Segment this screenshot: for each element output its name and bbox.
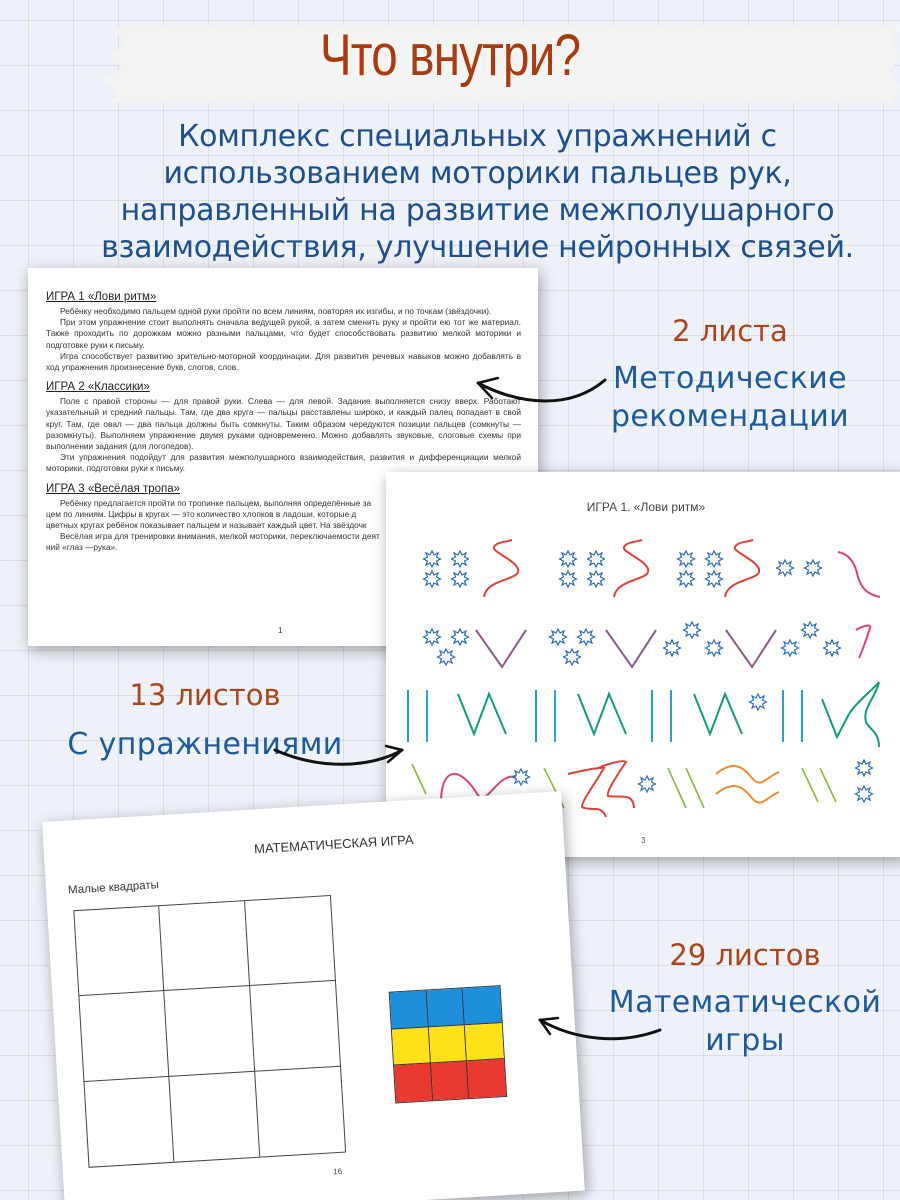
- page-number: 16: [332, 1166, 343, 1177]
- desc-line: Математической: [608, 985, 882, 1020]
- section-methodical: [590, 312, 870, 436]
- section-desc: [60, 726, 350, 764]
- game-heading: ИГРА 3 «Весёлая тропа»: [46, 482, 181, 495]
- empty-grid: [73, 895, 346, 1168]
- game-paragraph: цветных кругах ребёнок показывает пальцем и называет каждый цвет. На звёздочк: [46, 520, 367, 531]
- page-number: 3: [641, 836, 646, 845]
- math-title: МАТЕМАТИЧЕСКАЯ ИГРА: [253, 832, 414, 857]
- star-icon: [424, 551, 822, 587]
- game-paragraph: При этом упражнение стоит выполнять сначала ведущей рукой, а затем сменить руку и пройти ею тот же материал. Также проходить по дорожкам можно разными пальцами, что будет способствовать развитию мелкой моторики и подготовке руки к письму.: [46, 317, 521, 350]
- page-number: 1: [278, 626, 283, 635]
- section-count: 13 листов: [129, 678, 281, 712]
- math-sheet: [42, 791, 585, 1200]
- color-grid: [389, 985, 507, 1103]
- desc-line: игры: [705, 1023, 785, 1058]
- page-title: Что внутри?: [319, 23, 581, 88]
- game-paragraph: Ребёнку необходимо пальцем одной руки пройти по всем линиям, повторяя их изгибы, и по точкам (звёздочки).: [60, 306, 492, 316]
- subtitle-line: направленный на развитие межполушарного: [120, 193, 835, 228]
- game-block: [46, 381, 521, 474]
- game-paragraph: ний «глаз —рука».: [46, 542, 118, 553]
- star-icon: [750, 694, 767, 710]
- game-paragraph: Поле с правой стороны — для правой руки. Слева — для левой. Задание выполняется снизу вверх. Работают указательный и средний пальцы. Там, где два круга — пальцы расставлены широко, и каждый палец попадает в свой круг. Там, где овал — два пальца должны быть сомкнуты. Таким образом чередуются позиции пальцев (сомкнуты — разомкнуты). Выполняем упражнение двумя руками одновременно. Можно добавлять звуковые, слоговые схемы при выполнении задания (для логопедов).: [46, 396, 521, 452]
- desc-line: рекомендации: [610, 399, 850, 434]
- game-paragraph: Ребёнку предлагается пройти по тропинке пальцем, выполняя определённые за: [60, 497, 372, 508]
- subtitle-line: взаимодействия, улучшение нейронных связей.: [101, 230, 854, 265]
- game-paragraph: Эти упражнения подойдут для развития межполушарного взаимодействия, развития и дифференциации мелкой моторики, подготовки руки к письму.: [46, 452, 521, 474]
- desc-line: Методические: [613, 361, 847, 396]
- game-heading: ИГРА 1 «Лови ритм»: [46, 291, 157, 303]
- game-heading: ИГРА 2 «Классики»: [46, 381, 150, 394]
- subtitle-line: Комплекс специальных упражнений с: [178, 119, 777, 154]
- game-paragraph: Весёлая игра для тренировки внимания, мелкой моторики, переключаемости деят: [60, 531, 380, 542]
- subtitle: [0, 118, 900, 266]
- section-exercises: [60, 676, 350, 764]
- subtitle-line: использованием моторики пальцев рук,: [163, 156, 792, 191]
- math-label: Малые квадраты: [67, 879, 160, 897]
- game-paragraph: Игра способствует развитию зрительно-моторной координации. Для развития речевых навыков можно добавлять в ход упражнения произнесение букв, слогов, слов.: [46, 350, 521, 373]
- section-desc: [590, 360, 870, 436]
- section-count: 2 листа: [672, 314, 788, 348]
- game-paragraph: цем по линиям. Цифры в кругах — это количество хлопков в ладоши, которые д: [46, 508, 357, 519]
- exercise-title: ИГРА 1. «Лови ритм»: [586, 500, 706, 514]
- section-desc: [590, 984, 900, 1060]
- desc-line: С упражнениями: [67, 727, 343, 762]
- game-block: [46, 291, 521, 373]
- section-count: 29 листов: [669, 938, 821, 972]
- section-math: [590, 936, 900, 1060]
